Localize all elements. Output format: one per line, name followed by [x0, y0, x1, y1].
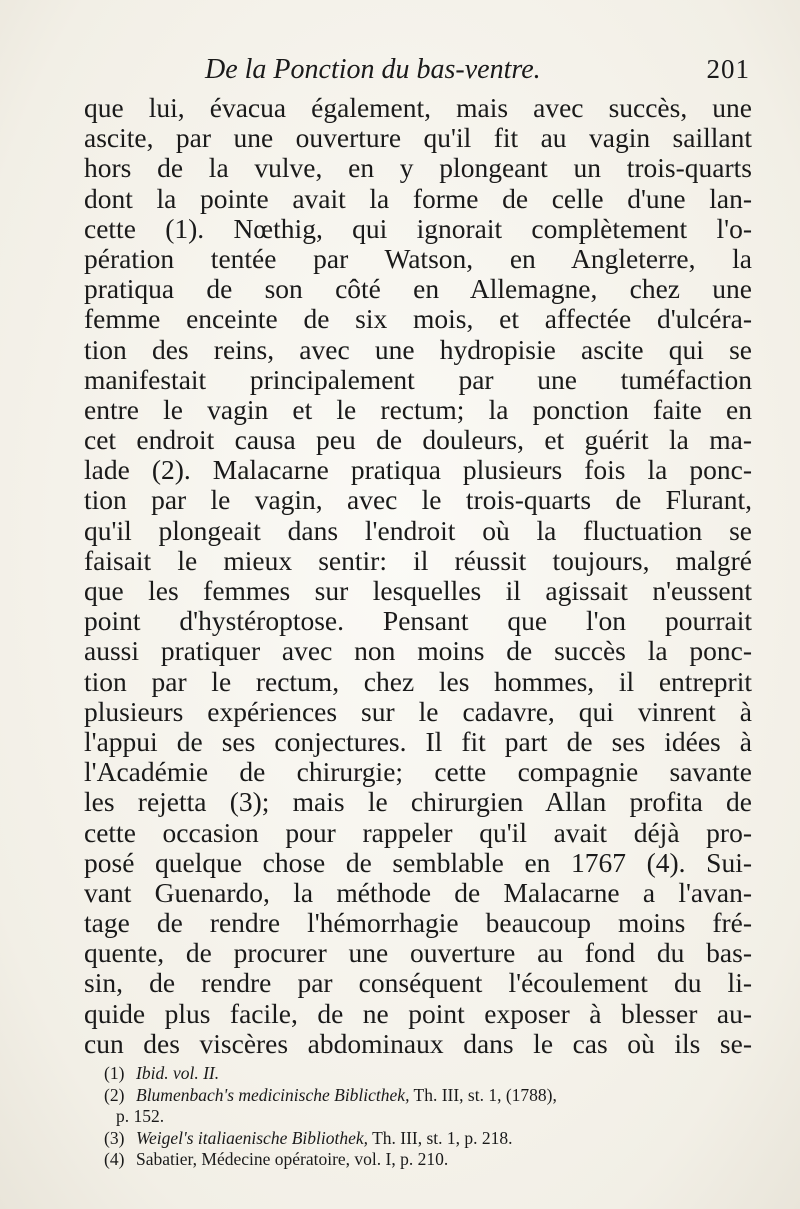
text-line: quide plus facile, de ne point exposer à blesser au-	[84, 998, 752, 1029]
text-line: aussi pratiquer avec non moins de succès la ponc-	[84, 636, 752, 667]
footnote-mark: (3)	[104, 1127, 125, 1148]
text-line: cette (1). Nœthig, qui ignorait complètement l'o-	[84, 213, 752, 244]
footnote-mark: (1)	[104, 1063, 125, 1083]
footnotes	[104, 1063, 754, 1171]
footnote-text: Th. III, st. 1, (1788),	[409, 1084, 557, 1105]
running-title: De la Ponction du bas-ventre.	[205, 54, 541, 85]
text-line: faisait le mieux sentir: il réussit toujours, malgré	[84, 545, 752, 576]
text-line: pratiqua de son côté en Allemagne, chez une	[84, 274, 752, 305]
text-line: qu'il plongeait dans l'endroit où la fluctuation se	[84, 515, 752, 546]
text-line: lade (2). Malacarne pratiqua plusieurs fois la ponc-	[84, 455, 752, 486]
text-line: cet endroit causa peu de douleurs, et guérit la ma-	[84, 425, 752, 456]
text-line: dont la pointe avait la forme de celle d'une lan-	[84, 183, 752, 214]
footnote	[104, 1149, 754, 1171]
body-text	[84, 93, 752, 1059]
text-line: l'Académie de chirurgie; cette compagnie savante	[84, 757, 752, 788]
running-header	[205, 54, 750, 90]
footnote-source: Blumenbach's medicinische Biblicthek,	[136, 1084, 410, 1105]
footnote	[104, 1128, 754, 1150]
text-line: femme enceinte de six mois, et affectée d'ulcéra-	[84, 304, 752, 335]
text-line: pération tentée par Watson, en Angleterre, la	[84, 243, 752, 274]
footnote-source: Weigel's italiaenische Bibliothek,	[136, 1127, 369, 1148]
text-line: vant Guenardo, la méthode de Malacarne a l'avan-	[84, 877, 752, 908]
text-line: manifestait principalement par une tuméfaction	[84, 364, 752, 395]
text-line: posé quelque chose de semblable en 1767 (4). Sui-	[84, 847, 752, 878]
footnote-text: Th. III, st. 1, p. 218.	[368, 1127, 513, 1148]
text-line: sin, de rendre par conséquent l'écoulement du li-	[84, 968, 752, 999]
text-line: que les femmes sur lesquelles il agissait n'eussent	[84, 576, 752, 606]
text-line: l'appui de ses conjectures. Il fit part de ses idées à	[84, 726, 752, 757]
text-line: que lui, évacua également, mais avec succès, une	[84, 93, 752, 123]
text-line: tion par le rectum, chez les hommes, il entreprit	[84, 666, 752, 697]
footnote	[104, 1106, 754, 1128]
footnote-text: p. 152.	[116, 1106, 165, 1127]
text-line: entre le vagin et le rectum; la ponction faite en	[84, 394, 752, 425]
text-line: tage de rendre l'hémorrhagie beaucoup moins fré-	[84, 908, 752, 939]
footnote	[104, 1085, 754, 1107]
text-line: hors de la vulve, en y plongeant un trois-quarts	[84, 153, 752, 184]
text-line: tion par le vagin, avec le trois-quarts de Flurant,	[84, 485, 752, 516]
text-line: ascite, par une ouverture qu'il fit au vagin saillant	[84, 123, 752, 154]
footnote	[104, 1063, 754, 1085]
text-line: quente, de procurer une ouverture au fond du bas-	[84, 938, 752, 969]
footnote-mark: (2)	[104, 1084, 125, 1105]
text-line: point d'hystéroptose. Pensant que l'on pourrait	[84, 606, 752, 637]
footnote-source: Ibid. vol. II.	[136, 1063, 220, 1083]
text-line: cette occasion pour rappeler qu'il avait déjà pro-	[84, 817, 752, 848]
text-line: plusieurs expériences sur le cadavre, qui vinrent à	[84, 696, 752, 727]
text-line: les rejetta (3); mais le chirurgien Allan profita de	[84, 787, 752, 818]
text-line: tion des reins, avec une hydropisie ascite qui se	[84, 334, 752, 365]
page-number: 201	[706, 54, 750, 84]
footnote-text: Sabatier, Médecine opératoire, vol. I, p. 210.	[136, 1149, 449, 1170]
text-line: cun des viscères abdominaux dans le cas où ils se-	[84, 1028, 752, 1059]
footnote-mark: (4)	[104, 1149, 125, 1170]
